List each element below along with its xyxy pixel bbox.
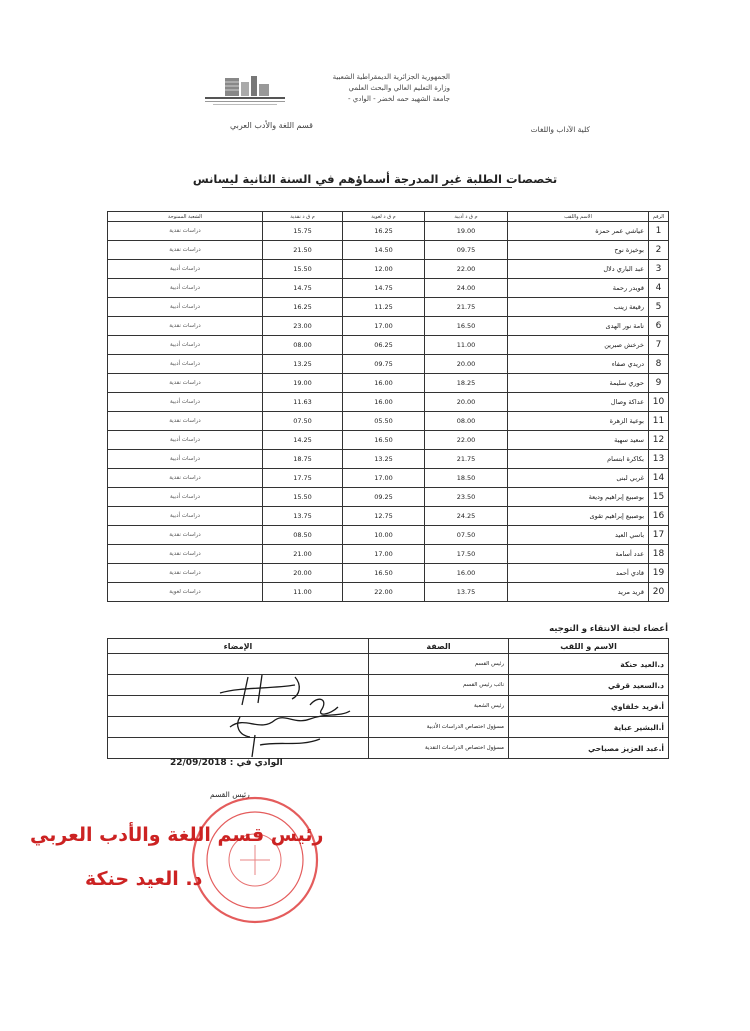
crit-score-cell: 15.50 (263, 260, 343, 279)
specialty-cell: دراسات أدبية (108, 298, 263, 317)
name-cell: بوصبيع إبراهيم تقوى (508, 507, 649, 526)
name-cell: بوخيزة نوح (508, 241, 649, 260)
name-cell: عدد أسامة (508, 545, 649, 564)
committee-table (107, 638, 669, 759)
table-row (108, 412, 669, 431)
specialty-cell: دراسات نقدية (108, 222, 263, 241)
republic-line: الجمهورية الجزائرية الديمقراطية الشعبية (332, 73, 450, 81)
name-cell: قريد مريد (508, 583, 649, 602)
table-row (108, 241, 669, 260)
table-row (108, 317, 669, 336)
rank-cell: 8 (649, 355, 669, 374)
university-line: جامعة الشهيد حمه لخضر - الوادي - (347, 95, 450, 103)
rank-cell: 19 (649, 564, 669, 583)
member-name: أ.فريد خلفاوي (509, 696, 669, 717)
specialty-cell: دراسات نقدية (108, 469, 263, 488)
name-cell: عداكة وصال (508, 393, 649, 412)
rank-cell: 14 (649, 469, 669, 488)
rank-cell: 13 (649, 450, 669, 469)
table-row (108, 336, 669, 355)
lit-score-cell: 08.00 (425, 412, 508, 431)
table-row (108, 222, 669, 241)
specialty-cell: دراسات نقدية (108, 412, 263, 431)
specialty-cell: دراسات نقدية (108, 241, 263, 260)
crit-score-cell: 21.50 (263, 241, 343, 260)
ling-score-cell: 16.50 (343, 564, 425, 583)
header-crit: م ق د نقدية (263, 212, 343, 222)
crit-score-cell: 11.63 (263, 393, 343, 412)
table-header-row (108, 212, 669, 222)
name-cell: رقيعة زينب (508, 298, 649, 317)
name-cell: سعيد سهية (508, 431, 649, 450)
ling-score-cell: 14.50 (343, 241, 425, 260)
rank-cell: 16 (649, 507, 669, 526)
lit-score-cell: 24.25 (425, 507, 508, 526)
ling-score-cell: 10.00 (343, 526, 425, 545)
lit-score-cell: 18.50 (425, 469, 508, 488)
lit-score-cell: 21.75 (425, 298, 508, 317)
name-cell: دريدي صفاء (508, 355, 649, 374)
official-seal-icon (180, 790, 330, 930)
table-row (108, 279, 669, 298)
crit-score-cell: 07.50 (263, 412, 343, 431)
table-row (108, 393, 669, 412)
name-cell: نامة نور الهدى (508, 317, 649, 336)
specialty-cell: دراسات أدبية (108, 450, 263, 469)
rank-cell: 2 (649, 241, 669, 260)
crit-score-cell: 17.75 (263, 469, 343, 488)
stamp-name: د. العيد حنكة (85, 868, 203, 890)
ministry-line: وزارة التعليم العالي والبحث العلمي (348, 84, 450, 92)
specialty-cell: دراسات أدبية (108, 393, 263, 412)
lit-score-cell: 21.75 (425, 450, 508, 469)
committee-header-row (108, 639, 669, 654)
header-rank: الرقم (649, 212, 669, 222)
committee-row (108, 738, 669, 759)
specialty-cell: دراسات نقدية (108, 564, 263, 583)
crit-score-cell: 23.00 (263, 317, 343, 336)
head-of-department-label: رئيس القسم (210, 790, 250, 799)
students-table (107, 211, 669, 602)
ling-score-cell: 17.00 (343, 469, 425, 488)
name-cell: قادي أحمد (508, 564, 649, 583)
lit-score-cell: 23.50 (425, 488, 508, 507)
committee-row (108, 717, 669, 738)
table-row (108, 374, 669, 393)
committee-row (108, 675, 669, 696)
member-name: د.العيد حنكة (509, 654, 669, 675)
lit-score-cell: 16.50 (425, 317, 508, 336)
lit-score-cell: 19.00 (425, 222, 508, 241)
table-row (108, 431, 669, 450)
rank-cell: 1 (649, 222, 669, 241)
table-row (108, 298, 669, 317)
ling-score-cell: 16.00 (343, 374, 425, 393)
lit-score-cell: 22.00 (425, 431, 508, 450)
crit-score-cell: 16.25 (263, 298, 343, 317)
name-cell: عبد الباري دلال (508, 260, 649, 279)
table-row (108, 545, 669, 564)
crit-score-cell: 14.25 (263, 431, 343, 450)
lit-score-cell: 16.00 (425, 564, 508, 583)
committee-header-sign: الإمضاء (108, 639, 369, 654)
header-lit: م ق د أدبية (425, 212, 508, 222)
table-row (108, 526, 669, 545)
signatures-icon (200, 665, 370, 760)
name-cell: حوري سليمة (508, 374, 649, 393)
lit-score-cell: 17.50 (425, 545, 508, 564)
rank-cell: 11 (649, 412, 669, 431)
specialty-cell: دراسات أدبية (108, 507, 263, 526)
ling-score-cell: 11.25 (343, 298, 425, 317)
name-cell: خرخش صبرين (508, 336, 649, 355)
crit-score-cell: 19.00 (263, 374, 343, 393)
rank-cell: 6 (649, 317, 669, 336)
university-logo-icon (195, 72, 295, 112)
lit-score-cell: 20.00 (425, 355, 508, 374)
ling-score-cell: 09.25 (343, 488, 425, 507)
ling-score-cell: 22.00 (343, 583, 425, 602)
crit-score-cell: 14.75 (263, 279, 343, 298)
committee-row (108, 654, 669, 675)
lit-score-cell: 22.00 (425, 260, 508, 279)
table-row (108, 450, 669, 469)
page-title: تخصصات الطلبة غير المدرجة أسماؤهم في السنة الثانية ليسانس (192, 172, 558, 186)
rank-cell: 17 (649, 526, 669, 545)
name-cell: غربي لبنى (508, 469, 649, 488)
member-name: أ.عبد العزيز مصباحي (509, 738, 669, 759)
ling-score-cell: 09.75 (343, 355, 425, 374)
crit-score-cell: 08.00 (263, 336, 343, 355)
name-cell: عياشي عمر حمزة (508, 222, 649, 241)
name-cell: بوصبيع إبراهيم وديعة (508, 488, 649, 507)
specialty-cell: دراسات لغوية (108, 583, 263, 602)
institution-header (280, 72, 450, 105)
ling-score-cell: 17.00 (343, 317, 425, 336)
lit-score-cell: 20.00 (425, 393, 508, 412)
table-row (108, 469, 669, 488)
committee-row (108, 696, 669, 717)
table-row (108, 260, 669, 279)
name-cell: باسي العيد (508, 526, 649, 545)
crit-score-cell: 13.75 (263, 507, 343, 526)
name-cell: بوعية الزهرة (508, 412, 649, 431)
specialty-cell: دراسات أدبية (108, 279, 263, 298)
ling-score-cell: 14.75 (343, 279, 425, 298)
ling-score-cell: 16.25 (343, 222, 425, 241)
rank-cell: 4 (649, 279, 669, 298)
rank-cell: 18 (649, 545, 669, 564)
rank-cell: 3 (649, 260, 669, 279)
specialty-cell: دراسات أدبية (108, 488, 263, 507)
member-role: مسؤول اختصاص الدراسات النقدية (369, 738, 509, 759)
lit-score-cell: 24.00 (425, 279, 508, 298)
table-row (108, 355, 669, 374)
rank-cell: 10 (649, 393, 669, 412)
stamp-title: رئيس قسم اللغة والأدب العربي (30, 824, 324, 846)
specialty-cell: دراسات نقدية (108, 526, 263, 545)
committee-title: أعضاء لجنة الانتقاء و التوجيه (549, 624, 668, 634)
specialty-cell: دراسات أدبية (108, 431, 263, 450)
ling-score-cell: 06.25 (343, 336, 425, 355)
rank-cell: 12 (649, 431, 669, 450)
lit-score-cell: 13.75 (425, 583, 508, 602)
header-name: الاسم واللقب (508, 212, 649, 222)
crit-score-cell: 11.00 (263, 583, 343, 602)
member-role: رئيس القسم (369, 654, 509, 675)
table-row (108, 488, 669, 507)
ling-score-cell: 16.50 (343, 431, 425, 450)
specialty-cell: دراسات نقدية (108, 317, 263, 336)
specialty-cell: دراسات أدبية (108, 260, 263, 279)
lit-score-cell: 07.50 (425, 526, 508, 545)
member-name: د.السعيد قرقي (509, 675, 669, 696)
member-name: أ.البشير عباية (509, 717, 669, 738)
name-cell: بكاكرة ابتسام (508, 450, 649, 469)
faculty-label: كلية الآداب واللغات (530, 125, 590, 134)
ling-score-cell: 12.75 (343, 507, 425, 526)
header-spec: الشعبة الممنوحة (108, 212, 263, 222)
name-cell: قويدر رحمة (508, 279, 649, 298)
specialty-cell: دراسات نقدية (108, 374, 263, 393)
member-role: مسؤول اختصاص الدراسات الأدبية (369, 717, 509, 738)
crit-score-cell: 08.50 (263, 526, 343, 545)
specialty-cell: دراسات أدبية (108, 336, 263, 355)
member-role: نائب رئيس القسم (369, 675, 509, 696)
lit-score-cell: 09.75 (425, 241, 508, 260)
committee-header-role: الصفة (369, 639, 509, 654)
ling-score-cell: 16.00 (343, 393, 425, 412)
ling-score-cell: 05.50 (343, 412, 425, 431)
table-row (108, 583, 669, 602)
rank-cell: 20 (649, 583, 669, 602)
table-row (108, 564, 669, 583)
crit-score-cell: 15.75 (263, 222, 343, 241)
rank-cell: 7 (649, 336, 669, 355)
lit-score-cell: 11.00 (425, 336, 508, 355)
lit-score-cell: 18.25 (425, 374, 508, 393)
ling-score-cell: 12.00 (343, 260, 425, 279)
crit-score-cell: 21.00 (263, 545, 343, 564)
committee-header-name: الاسم و اللقب (509, 639, 669, 654)
specialty-cell: دراسات أدبية (108, 355, 263, 374)
crit-score-cell: 13.25 (263, 355, 343, 374)
ling-score-cell: 13.25 (343, 450, 425, 469)
crit-score-cell: 20.00 (263, 564, 343, 583)
department-label: قسم اللغة والأدب العربي (230, 121, 313, 130)
header-ling: م ق د لغوية (343, 212, 425, 222)
place-date: الوادي في : 22/09/2018 (170, 758, 283, 768)
member-role: رئيس الشعبة (369, 696, 509, 717)
rank-cell: 9 (649, 374, 669, 393)
ling-score-cell: 17.00 (343, 545, 425, 564)
crit-score-cell: 18.75 (263, 450, 343, 469)
crit-score-cell: 15.50 (263, 488, 343, 507)
table-row (108, 507, 669, 526)
rank-cell: 5 (649, 298, 669, 317)
rank-cell: 15 (649, 488, 669, 507)
title-underline (222, 187, 512, 188)
specialty-cell: دراسات نقدية (108, 545, 263, 564)
